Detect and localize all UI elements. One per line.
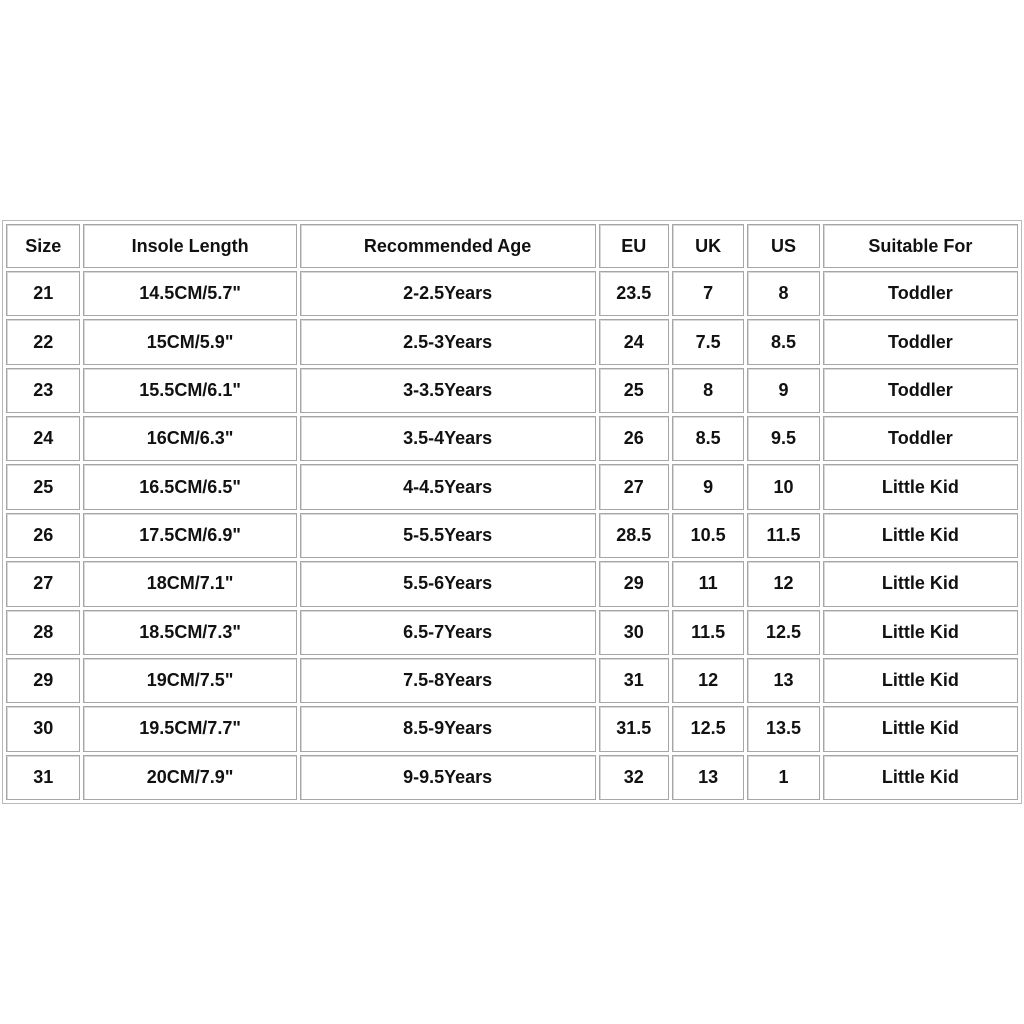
cell-suitable-for: Toddler [823, 319, 1018, 364]
cell-recommended-age: 6.5-7Years [300, 610, 596, 655]
cell-eu: 26 [599, 416, 669, 461]
cell-size: 22 [6, 319, 80, 364]
cell-size: 21 [6, 271, 80, 316]
cell-uk: 8 [672, 368, 744, 413]
cell-suitable-for: Little Kid [823, 706, 1018, 751]
cell-uk: 12 [672, 658, 744, 703]
header-size: Size [6, 224, 80, 268]
cell-eu: 31.5 [599, 706, 669, 751]
header-insole-length: Insole Length [83, 224, 296, 268]
cell-us: 10 [747, 464, 819, 509]
header-suitable-for: Suitable For [823, 224, 1018, 268]
cell-suitable-for: Little Kid [823, 610, 1018, 655]
cell-eu: 29 [599, 561, 669, 606]
cell-uk: 11 [672, 561, 744, 606]
table-row [6, 513, 1018, 558]
size-chart-body [6, 271, 1018, 800]
cell-us: 13 [747, 658, 819, 703]
cell-insole-length: 17.5CM/6.9" [83, 513, 296, 558]
table-row [6, 658, 1018, 703]
table-row [6, 368, 1018, 413]
cell-recommended-age: 3-3.5Years [300, 368, 596, 413]
cell-suitable-for: Little Kid [823, 561, 1018, 606]
cell-insole-length: 15.5CM/6.1" [83, 368, 296, 413]
table-row [6, 416, 1018, 461]
cell-recommended-age: 9-9.5Years [300, 755, 596, 800]
cell-size: 24 [6, 416, 80, 461]
cell-us: 12 [747, 561, 819, 606]
cell-insole-length: 19CM/7.5" [83, 658, 296, 703]
cell-recommended-age: 3.5-4Years [300, 416, 596, 461]
cell-suitable-for: Little Kid [823, 513, 1018, 558]
header-us: US [747, 224, 819, 268]
cell-size: 31 [6, 755, 80, 800]
cell-suitable-for: Little Kid [823, 464, 1018, 509]
cell-recommended-age: 5.5-6Years [300, 561, 596, 606]
cell-uk: 12.5 [672, 706, 744, 751]
cell-size: 27 [6, 561, 80, 606]
cell-suitable-for: Little Kid [823, 658, 1018, 703]
cell-size: 29 [6, 658, 80, 703]
cell-size: 28 [6, 610, 80, 655]
cell-recommended-age: 8.5-9Years [300, 706, 596, 751]
cell-suitable-for: Toddler [823, 368, 1018, 413]
cell-us: 8 [747, 271, 819, 316]
cell-eu: 32 [599, 755, 669, 800]
cell-eu: 27 [599, 464, 669, 509]
cell-uk: 7 [672, 271, 744, 316]
cell-recommended-age: 4-4.5Years [300, 464, 596, 509]
cell-suitable-for: Toddler [823, 416, 1018, 461]
cell-recommended-age: 7.5-8Years [300, 658, 596, 703]
header-row [6, 224, 1018, 268]
table-row [6, 464, 1018, 509]
cell-size: 30 [6, 706, 80, 751]
header-eu: EU [599, 224, 669, 268]
cell-uk: 11.5 [672, 610, 744, 655]
cell-eu: 24 [599, 319, 669, 364]
table-row [6, 271, 1018, 316]
table-row [6, 319, 1018, 364]
cell-us: 9 [747, 368, 819, 413]
cell-eu: 28.5 [599, 513, 669, 558]
table-row [6, 706, 1018, 751]
cell-suitable-for: Toddler [823, 271, 1018, 316]
cell-uk: 7.5 [672, 319, 744, 364]
cell-insole-length: 15CM/5.9" [83, 319, 296, 364]
cell-uk: 9 [672, 464, 744, 509]
cell-insole-length: 18CM/7.1" [83, 561, 296, 606]
cell-us: 13.5 [747, 706, 819, 751]
cell-suitable-for: Little Kid [823, 755, 1018, 800]
cell-uk: 10.5 [672, 513, 744, 558]
cell-recommended-age: 2-2.5Years [300, 271, 596, 316]
cell-eu: 31 [599, 658, 669, 703]
cell-uk: 13 [672, 755, 744, 800]
cell-size: 25 [6, 464, 80, 509]
table-row [6, 610, 1018, 655]
cell-us: 12.5 [747, 610, 819, 655]
cell-insole-length: 16CM/6.3" [83, 416, 296, 461]
size-chart-table [2, 220, 1022, 804]
table-row [6, 561, 1018, 606]
cell-insole-length: 19.5CM/7.7" [83, 706, 296, 751]
cell-insole-length: 14.5CM/5.7" [83, 271, 296, 316]
cell-eu: 23.5 [599, 271, 669, 316]
cell-uk: 8.5 [672, 416, 744, 461]
cell-size: 23 [6, 368, 80, 413]
cell-insole-length: 16.5CM/6.5" [83, 464, 296, 509]
cell-insole-length: 18.5CM/7.3" [83, 610, 296, 655]
cell-us: 11.5 [747, 513, 819, 558]
cell-eu: 25 [599, 368, 669, 413]
cell-recommended-age: 5-5.5Years [300, 513, 596, 558]
cell-us: 1 [747, 755, 819, 800]
cell-us: 8.5 [747, 319, 819, 364]
cell-recommended-age: 2.5-3Years [300, 319, 596, 364]
cell-us: 9.5 [747, 416, 819, 461]
cell-size: 26 [6, 513, 80, 558]
cell-eu: 30 [599, 610, 669, 655]
table-row [6, 755, 1018, 800]
cell-insole-length: 20CM/7.9" [83, 755, 296, 800]
header-uk: UK [672, 224, 744, 268]
header-recommended-age: Recommended Age [300, 224, 596, 268]
